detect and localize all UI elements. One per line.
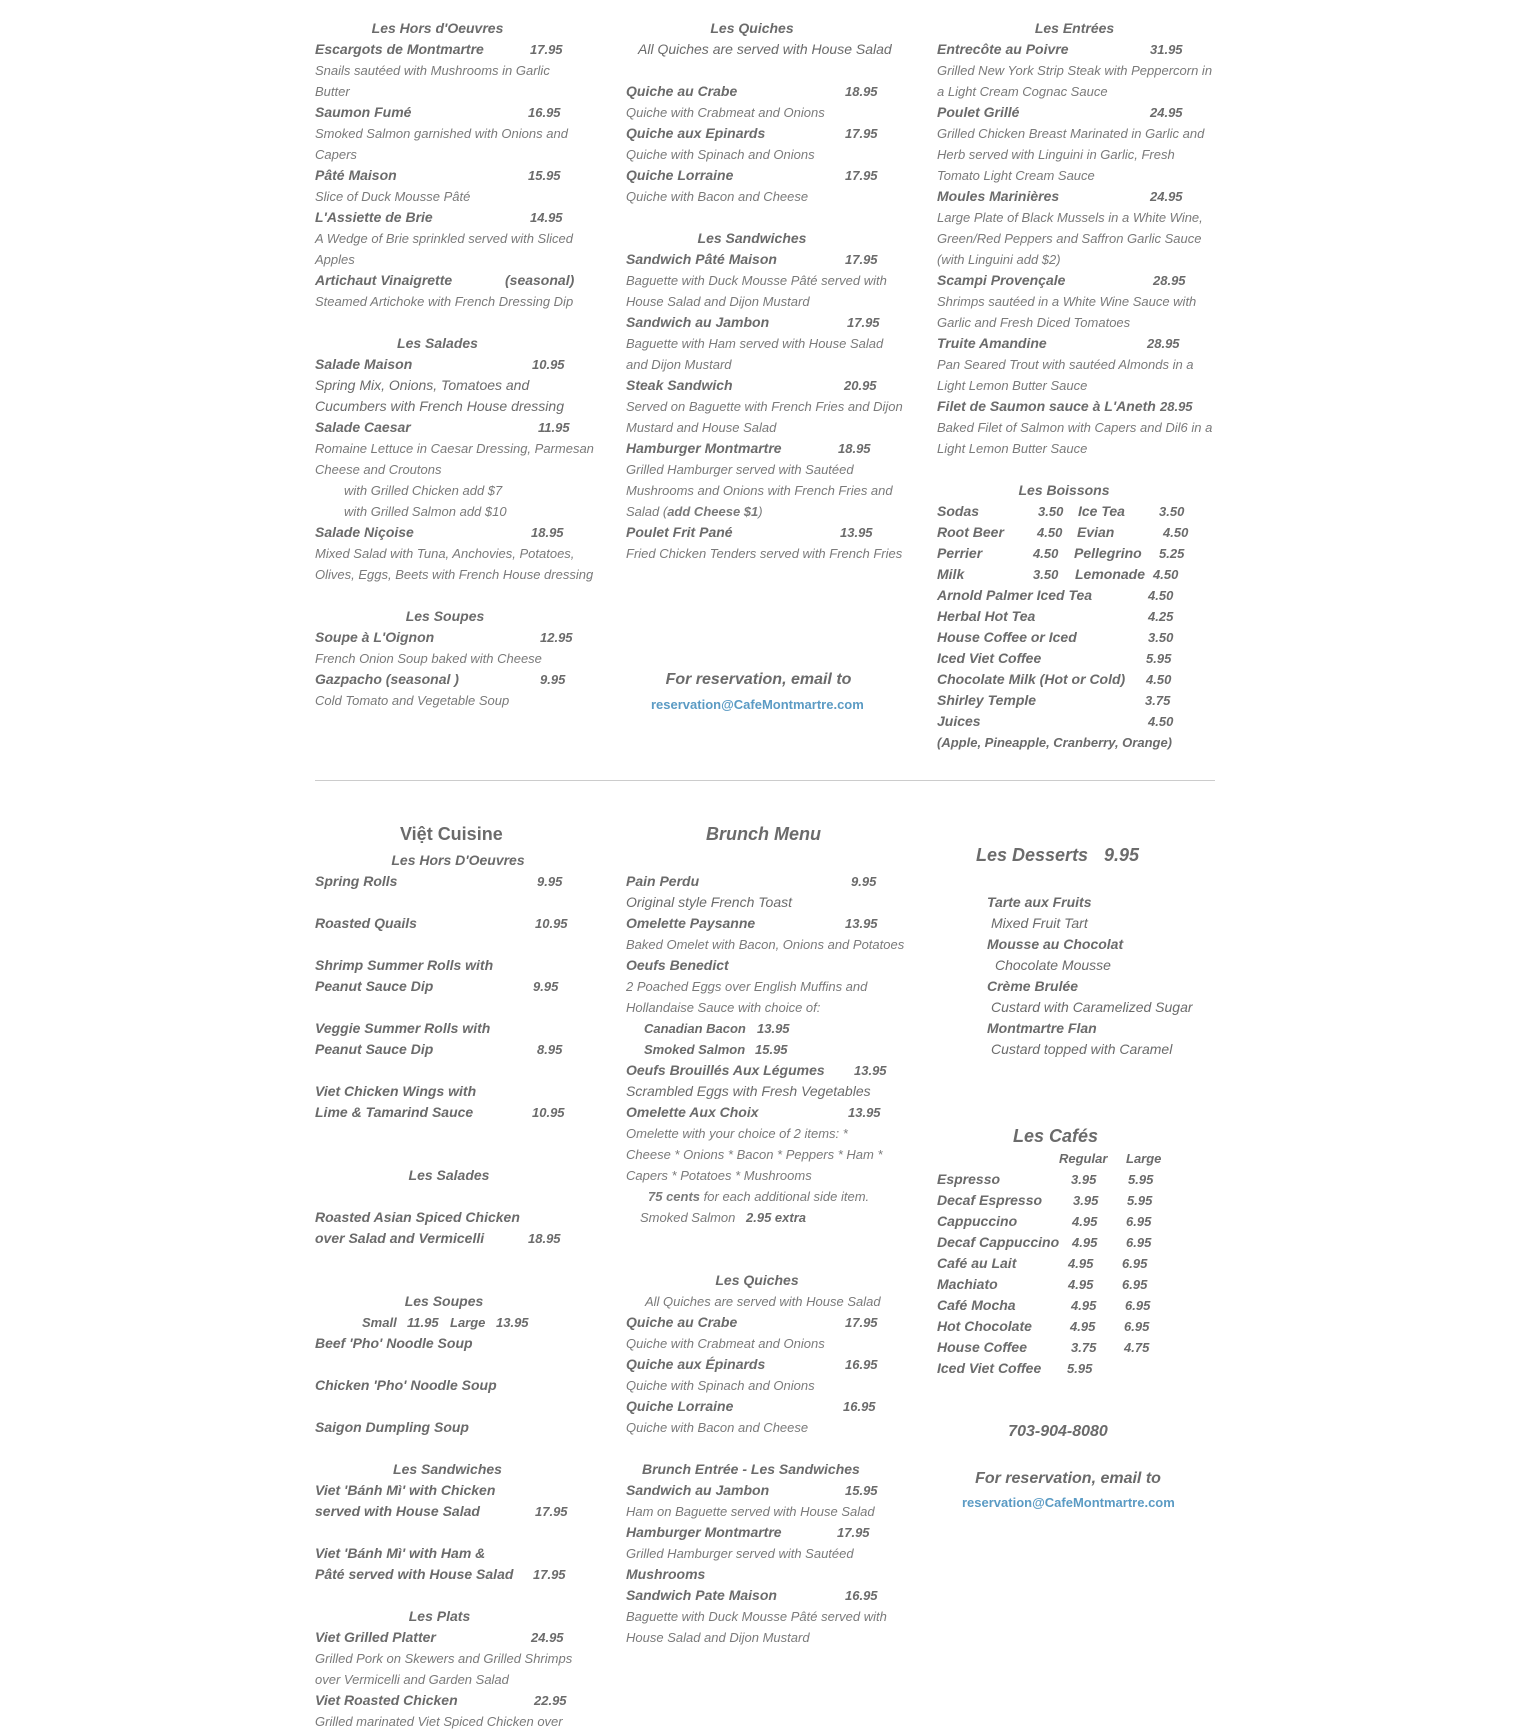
item-name: Scampi Provençale [937, 272, 1066, 288]
item-extra: Smoked Salmon [640, 1210, 736, 1225]
item-name: Sandwich Pate Maison [626, 1587, 777, 1603]
cafe-name: Café au Lait [937, 1255, 1017, 1271]
item-price: 16.95 [845, 1588, 878, 1603]
item-desc: Tomato Light Cream Sauce [937, 168, 1095, 183]
dessert-name: Montmartre Flan [987, 1020, 1097, 1036]
option-name: Canadian Bacon [644, 1021, 746, 1036]
item-name: Viet Roasted Chicken [315, 1692, 458, 1708]
item-desc-bold: Mushrooms [626, 1566, 706, 1582]
item-desc: Smoked Salmon garnished with Onions and [315, 126, 568, 141]
section-title: Les Cafés [1013, 1126, 1099, 1146]
item-desc: Green/Red Peppers and Saffron Garlic Sauce [937, 231, 1202, 246]
item-desc: A Wedge of Brie sprinkled served with Sliced [315, 231, 573, 246]
cafe-price-regular: 4.95 [1068, 1256, 1094, 1271]
reservation-label: For reservation, email to [975, 1470, 1161, 1487]
drink-price: 4.25 [1148, 609, 1174, 624]
section-heading: Les Hors D'Oeuvres [391, 852, 525, 868]
item-name: Quiche Lorraine [626, 1398, 734, 1414]
section-subtitle: All Quiches are served with House Salad [645, 1294, 881, 1309]
item-note: (seasonal) [505, 272, 575, 288]
dessert-desc: Mixed Fruit Tart [991, 915, 1088, 931]
drink-name: Shirley Temple [937, 692, 1037, 708]
dessert-desc: Custard with Caramelized Sugar [991, 999, 1193, 1015]
cafe-name: Machiato [937, 1276, 998, 1292]
size-label: Small [362, 1315, 397, 1330]
cafe-price-large: 6.95 [1124, 1319, 1150, 1334]
cafe-name: Iced Viet Coffee [937, 1360, 1042, 1376]
item-name: Poulet Frit Pané [626, 524, 733, 540]
section-title: Brunch Menu [706, 824, 821, 844]
item-price: 17.95 [845, 126, 878, 141]
item-name: Escargots de Montmartre [315, 41, 484, 57]
item-name: Artichaut Vinaigrette [315, 272, 453, 288]
item-name: Pâté Maison [315, 167, 397, 183]
item-desc: Cold Tomato and Vegetable Soup [315, 693, 510, 708]
item-desc: Baked Filet of Salmon with Capers and Dil6 in a [937, 420, 1213, 435]
reservation-email-link[interactable]: reservation@CafeMontmartre.com [651, 697, 864, 712]
item-desc: Snails sautéed with Mushrooms in Garlic [315, 63, 550, 78]
item-desc: Pan Seared Trout with sautéed Almonds in a [937, 357, 1194, 372]
drink-price: 4.50 [1163, 525, 1189, 540]
item-price: 18.95 [528, 1231, 561, 1246]
cafe-price-large: 6.95 [1122, 1277, 1148, 1292]
item-desc: House Salad and Dijon Mustard [626, 294, 810, 309]
item-desc: Hollandaise Sauce with choice of: [626, 1000, 821, 1015]
item-price: 17.95 [530, 42, 563, 57]
item-name: Veggie Summer Rolls with [315, 1020, 491, 1036]
item-desc: Grilled marinated Viet Spiced Chicken over [315, 1714, 563, 1729]
item-desc: Mustard and House Salad [626, 420, 777, 435]
section-heading: Les Soupes [404, 1293, 484, 1309]
item-name: served with House Salad [315, 1503, 480, 1519]
item-name: Roasted Asian Spiced Chicken [315, 1209, 520, 1225]
item-price: 13.95 [848, 1105, 881, 1120]
item-desc: 2 Poached Eggs over English Muffins and [626, 979, 868, 994]
item-name: Quiche Lorraine [626, 167, 734, 183]
item-price: 28.95 [1147, 336, 1180, 351]
item-price: 10.95 [532, 1105, 565, 1120]
item-price: 14.95 [530, 210, 563, 225]
item-price: 16.95 [528, 105, 561, 120]
item-name: Viet Chicken Wings with [315, 1083, 477, 1099]
section-subtitle: All Quiches are served with House Salad [638, 41, 892, 57]
cafe-name: Decaf Espresso [937, 1192, 1043, 1208]
item-desc: Grilled New York Strip Steak with Peppercorn in [937, 63, 1213, 78]
section-heading: Brunch Entrée - Les Sandwiches [642, 1461, 860, 1477]
drink-name: Chocolate Milk (Hot or Cold) [937, 671, 1126, 687]
drink-price: 4.50 [1148, 588, 1174, 603]
item-name: Viet 'Bánh Mì' with Ham & [315, 1545, 486, 1561]
item-price: 31.95 [1150, 42, 1183, 57]
section-title: Les Desserts [976, 845, 1089, 865]
item-desc: Fried Chicken Tenders served with French Fries [626, 546, 903, 561]
cafe-price-regular: 4.95 [1068, 1277, 1094, 1292]
item-price: 10.95 [532, 357, 565, 372]
item-price: 8.95 [537, 1042, 563, 1057]
drink-price: 4.50 [1148, 714, 1174, 729]
item-desc: over Vermicelli and Garden Salad [315, 1672, 509, 1687]
item-price: 17.95 [845, 1315, 878, 1330]
item-desc: Quiche with Crabmeat and Onions [626, 1336, 825, 1351]
item-name: Soupe à L'Oignon [315, 629, 435, 645]
item-desc: Quiche with Spinach and Onions [626, 147, 815, 162]
item-name: Viet 'Bánh Mì' with Chicken [315, 1482, 496, 1498]
cafe-price-regular: 4.95 [1072, 1214, 1098, 1229]
drink-name: Root Beer [937, 524, 1004, 540]
item-desc: Grilled Chicken Breast Marinated in Garlic and [937, 126, 1205, 141]
section-heading: Les Quiches [715, 1272, 799, 1288]
desc-bold: add Cheese $1 [667, 504, 759, 519]
phone-number: 703-904-8080 [1008, 1423, 1108, 1440]
cafe-price-large: 5.95 [1128, 1172, 1154, 1187]
cafe-price-regular: 5.95 [1067, 1361, 1093, 1376]
item-desc: Ham on Baguette served with House Salad [626, 1504, 875, 1519]
item-price: 12.95 [540, 630, 573, 645]
item-desc: Grilled Hamburger served with Sautéed [626, 1546, 854, 1561]
item-desc: Cheese * Onions * Bacon * Peppers * Ham * [626, 1147, 883, 1162]
item-desc: Quiche with Bacon and Cheese [626, 189, 809, 204]
item-desc: Herb served with Linguini in Garlic, Fresh [937, 147, 1175, 162]
item-desc: Baked Omelet with Bacon, Onions and Potatoes [626, 937, 905, 952]
item-name: Lime & Tamarind Sauce [315, 1104, 474, 1120]
item-name: Salade Caesar [315, 419, 411, 435]
size-header: Large [1126, 1151, 1162, 1166]
drink-name: Herbal Hot Tea [937, 608, 1036, 624]
item-price: 24.95 [531, 1630, 564, 1645]
section-heading: Les Hors d'Oeuvres [371, 20, 504, 36]
item-addon: with Grilled Salmon add $10 [344, 504, 507, 519]
item-price: 22.95 [534, 1693, 567, 1708]
item-name: Quiche aux Epinards [626, 125, 766, 141]
cafe-price-regular: 3.95 [1071, 1172, 1097, 1187]
cafe-price-regular: 4.95 [1070, 1319, 1096, 1334]
drink-name: Milk [937, 566, 965, 582]
item-desc [626, 501, 763, 522]
item-desc: Light Lemon Butter Sauce [937, 441, 1088, 456]
drink-name: Juices [937, 713, 981, 729]
drink-price: 4.50 [1037, 525, 1063, 540]
item-name: over Salad and Vermicelli [315, 1230, 485, 1246]
item-price: 17.95 [845, 252, 878, 267]
item-price: 18.95 [845, 84, 878, 99]
drink-name: Ice Tea [1078, 503, 1125, 519]
item-desc: Quiche with Bacon and Cheese [626, 1420, 809, 1435]
drink-price: 3.50 [1033, 567, 1059, 582]
section-heading: Les Salades [397, 335, 478, 351]
item-name: Spring Rolls [315, 873, 398, 889]
drink-price: 3.50 [1148, 630, 1174, 645]
option-price: 13.95 [757, 1021, 790, 1036]
drink-price: 5.95 [1146, 651, 1172, 666]
item-price: 13.95 [845, 916, 878, 931]
section-heading: Les Boissons [1018, 482, 1110, 498]
drink-name: Arnold Palmer Iced Tea [937, 587, 1093, 603]
item-name: Omelette Aux Choix [626, 1104, 759, 1120]
item-name: Pâté served with House Salad [315, 1566, 514, 1582]
item-desc: (with Linguini add $2) [937, 252, 1061, 267]
item-desc: Baguette with Duck Mousse Pâté served with [626, 273, 887, 288]
extra-price: 75 cents [648, 1189, 701, 1204]
cafe-price-regular: 4.95 [1072, 1235, 1098, 1250]
section-heading: Les Sandwiches [393, 1461, 502, 1477]
item-price: 16.95 [843, 1399, 876, 1414]
item-name: Truite Amandine [937, 335, 1047, 351]
item-desc: and Dijon Mustard [626, 357, 732, 372]
item-name: Filet de Saumon sauce à L'Aneth [937, 398, 1156, 414]
item-desc: Capers * Potatoes * Mushrooms [626, 1168, 812, 1183]
cafe-price-regular: 3.75 [1071, 1340, 1097, 1355]
drink-price: 4.50 [1153, 567, 1179, 582]
item-extra [648, 1186, 869, 1207]
item-desc: Mushrooms and Onions with French Fries and [626, 483, 893, 498]
item-desc: Original style French Toast [626, 894, 792, 910]
size-price: 13.95 [496, 1315, 529, 1330]
desc-text: Salad ( [626, 504, 668, 519]
item-name: Roasted Quails [315, 915, 417, 931]
item-name: Quiche aux Épinards [626, 1356, 766, 1372]
cafe-price-large: 5.95 [1127, 1193, 1153, 1208]
item-desc: Quiche with Crabmeat and Onions [626, 105, 825, 120]
drink-price: 3.50 [1159, 504, 1185, 519]
item-desc: Quiche with Spinach and Onions [626, 1378, 815, 1393]
item-price: 17.95 [847, 315, 880, 330]
item-desc: Omelette with your choice of 2 items: * [626, 1126, 848, 1141]
option-price: 15.95 [755, 1042, 788, 1057]
cafe-price-large: 6.95 [1122, 1256, 1148, 1271]
drink-name: Evian [1077, 524, 1115, 540]
cafe-name: Decaf Cappuccino [937, 1234, 1060, 1250]
drink-name: Sodas [937, 503, 980, 519]
item-name: Saumon Fumé [315, 104, 412, 120]
item-desc: House Salad and Dijon Mustard [626, 1630, 810, 1645]
extra-text: for each additional side item. [700, 1189, 870, 1204]
item-price: 17.95 [845, 168, 878, 183]
item-desc: Olives, Eggs, Beets with French House dressing [315, 567, 594, 582]
item-price: 18.95 [838, 441, 871, 456]
item-price: 17.95 [535, 1504, 568, 1519]
item-desc: Served on Baguette with French Fries and Dijon [626, 399, 903, 414]
cafe-price-large: 6.95 [1126, 1235, 1152, 1250]
cafe-price-large: 6.95 [1125, 1298, 1151, 1313]
item-name: Entrecôte au Poivre [937, 41, 1069, 57]
item-price: 18.95 [531, 525, 564, 540]
section-heading: Les Salades [408, 1167, 490, 1183]
reservation-label: For reservation, email to [665, 671, 852, 688]
size-label: Large [450, 1315, 486, 1330]
item-desc: Romaine Lettuce in Caesar Dressing, Parmesan [315, 441, 594, 456]
item-desc: French Onion Soup baked with Cheese [315, 651, 542, 666]
cafe-price-regular: 4.95 [1071, 1298, 1097, 1313]
item-desc: Grilled Hamburger served with Sautéed [626, 462, 854, 477]
item-desc: Spring Mix, Onions, Tomatoes and [315, 377, 530, 393]
item-desc: Capers [315, 147, 357, 162]
item-desc: Steamed Artichoke with French Dressing Dip [315, 294, 574, 309]
item-name: Hamburger Montmartre [626, 440, 782, 456]
dessert-name: Tarte aux Fruits [987, 894, 1092, 910]
item-name: Sandwich au Jambon [626, 314, 770, 330]
item-desc: Light Lemon Butter Sauce [937, 378, 1088, 393]
item-name: L'Assiette de Brie [315, 209, 433, 225]
item-desc: Garlic and Fresh Diced Tomatoes [937, 315, 1131, 330]
item-price: 28.95 [1153, 273, 1186, 288]
item-name: Peanut Sauce Dip [315, 1041, 434, 1057]
item-addon: with Grilled Chicken add $7 [344, 483, 503, 498]
item-name: Peanut Sauce Dip [315, 978, 434, 994]
item-desc: Baguette with Duck Mousse Pâté served with [626, 1609, 887, 1624]
drink-name: Pellegrino [1074, 545, 1142, 561]
item-name: Saigon Dumpling Soup [315, 1419, 469, 1435]
item-price: 15.95 [528, 168, 561, 183]
item-name: Beef 'Pho' Noodle Soup [315, 1335, 473, 1351]
item-price: 11.95 [538, 420, 570, 435]
dessert-desc: Chocolate Mousse [995, 957, 1111, 973]
item-name: Oeufs Brouillés Aux Légumes [626, 1062, 825, 1078]
item-price: 24.95 [1150, 105, 1183, 120]
item-desc: Baguette with Ham served with House Salad [626, 336, 884, 351]
item-name: Salade Maison [315, 356, 413, 372]
cafe-name: Hot Chocolate [937, 1318, 1032, 1334]
dessert-name: Crème Brulée [987, 978, 1079, 994]
dessert-name: Mousse au Chocolat [987, 936, 1124, 952]
item-desc: a Light Cream Cognac Sauce [937, 84, 1108, 99]
item-desc: Butter [315, 84, 350, 99]
size-price: 11.95 [407, 1315, 439, 1330]
item-desc: Scrambled Eggs with Fresh Vegetables [626, 1083, 871, 1099]
item-price: 20.95 [844, 378, 877, 393]
item-name: Gazpacho (seasonal ) [315, 671, 459, 687]
drink-price: 3.50 [1038, 504, 1064, 519]
item-price: 24.95 [1150, 189, 1183, 204]
item-name: Sandwich Pâté Maison [626, 251, 777, 267]
desserts-price: 9.95 [1104, 845, 1140, 865]
item-price: 13.95 [854, 1063, 887, 1078]
item-desc: Cucumbers with French House dressing [315, 398, 564, 414]
item-desc: Cheese and Croutons [315, 462, 442, 477]
drink-name: Iced Viet Coffee [937, 650, 1042, 666]
item-price: 10.95 [535, 916, 568, 931]
item-desc: Slice of Duck Mousse Pâté [315, 189, 471, 204]
item-name: Poulet Grillé [937, 104, 1020, 120]
option-name: Smoked Salmon [644, 1042, 746, 1057]
item-desc: Large Plate of Black Mussels in a White Wine, [937, 210, 1203, 225]
drink-price: 3.75 [1145, 693, 1171, 708]
item-name: Pain Perdu [626, 873, 700, 889]
item-price: 9.95 [540, 672, 566, 687]
drink-price: 4.50 [1146, 672, 1172, 687]
cafe-name: Cappuccino [937, 1213, 1018, 1229]
item-price: 9.95 [851, 874, 877, 889]
item-price: 9.95 [533, 979, 559, 994]
section-heading: Les Entrées [1034, 20, 1115, 36]
item-name: Omelette Paysanne [626, 915, 756, 931]
item-name: Viet Grilled Platter [315, 1629, 436, 1645]
item-name: Chicken 'Pho' Noodle Soup [315, 1377, 497, 1393]
section-heading: Les Sandwiches [697, 230, 807, 246]
cafe-name: Café Mocha [937, 1297, 1016, 1313]
item-price: 17.95 [533, 1567, 566, 1582]
item-desc: Apples [315, 252, 355, 267]
section-title: Việt Cuisine [400, 824, 503, 844]
dessert-desc: Custard topped with Caramel [991, 1041, 1173, 1057]
drink-price: 4.50 [1033, 546, 1059, 561]
drink-note: (Apple, Pineapple, Cranberry, Orange) [937, 735, 1173, 750]
cafe-price-regular: 3.95 [1073, 1193, 1099, 1208]
cafe-price-large: 6.95 [1126, 1214, 1152, 1229]
item-desc: Grilled Pork on Skewers and Grilled Shrimps [315, 1651, 573, 1666]
item-name: Oeufs Benedict [626, 957, 729, 973]
item-name: Moules Marinières [937, 188, 1060, 204]
item-price: 17.95 [837, 1525, 870, 1540]
drink-price: 5.25 [1159, 546, 1185, 561]
item-name: Salade Niçoise [315, 524, 414, 540]
item-desc: Shrimps sautéed in a White Wine Sauce with [937, 294, 1197, 309]
section-heading: Les Quiches [710, 20, 794, 36]
item-price: 13.95 [840, 525, 873, 540]
item-price: 28.95 [1160, 399, 1193, 414]
item-name: Quiche au Crabe [626, 83, 738, 99]
drink-name: House Coffee or Iced [937, 629, 1077, 645]
size-header: Regular [1059, 1151, 1108, 1166]
item-name: Shrimp Summer Rolls with [315, 957, 494, 973]
item-price: 15.95 [845, 1483, 878, 1498]
cafe-name: Espresso [937, 1171, 1001, 1187]
reservation-email-link[interactable]: reservation@CafeMontmartre.com [962, 1495, 1175, 1510]
section-heading: Les Plats [408, 1608, 471, 1624]
item-price: 16.95 [845, 1357, 878, 1372]
drink-name: Lemonade [1075, 566, 1146, 582]
cafe-price-large: 4.75 [1124, 1340, 1150, 1355]
desc-text: ) [758, 504, 763, 519]
item-name: Sandwich au Jambon [626, 1482, 770, 1498]
item-name: Hamburger Montmartre [626, 1524, 782, 1540]
item-name: Steak Sandwich [626, 377, 733, 393]
item-desc: Mixed Salad with Tuna, Anchovies, Potatoes, [315, 546, 575, 561]
extra-price: 2.95 extra [746, 1210, 806, 1225]
section-heading: Les Soupes [405, 608, 485, 624]
section-divider [315, 780, 1215, 781]
item-name: Quiche au Crabe [626, 1314, 738, 1330]
item-price: 9.95 [537, 874, 563, 889]
cafe-name: House Coffee [937, 1339, 1027, 1355]
drink-name: Perrier [937, 545, 983, 561]
